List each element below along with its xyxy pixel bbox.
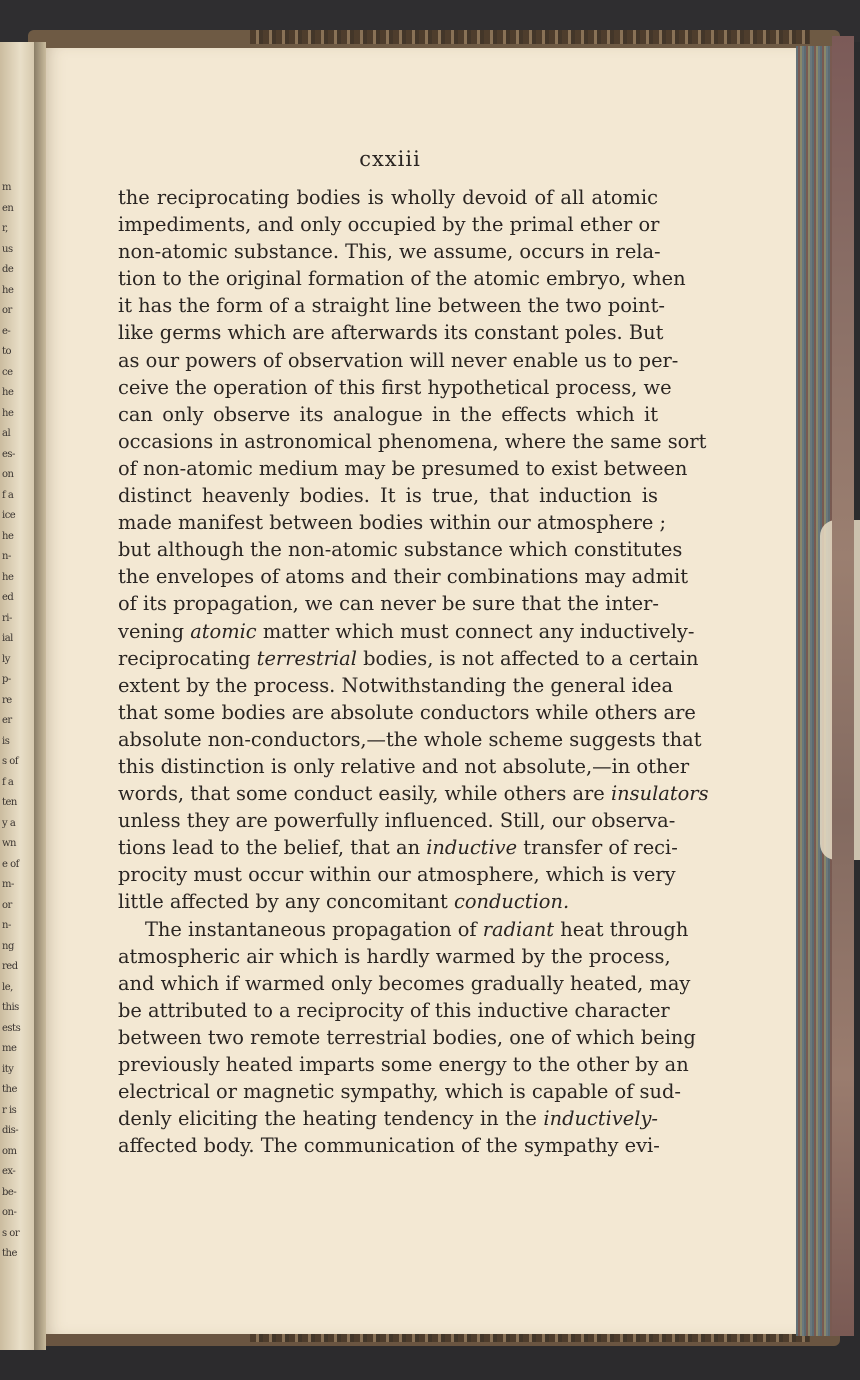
italic-text: conduction. <box>454 890 570 914</box>
left-page-fragment: he <box>2 407 14 419</box>
left-page-fragment: me <box>2 1043 17 1054</box>
text-line <box>118 1105 658 1132</box>
text-segment: made manifest between bodies within our atmosphere ; <box>118 511 667 535</box>
text-line <box>118 1051 689 1078</box>
italic-text: inductively- <box>543 1107 658 1131</box>
left-page-fragment: s or <box>2 1227 20 1239</box>
left-page-fragment: the <box>2 1248 17 1259</box>
left-page-fragment: re <box>2 694 12 706</box>
text-line <box>118 319 664 346</box>
text-segment: between two remote terrestrial bodies, one of which being <box>118 1025 696 1049</box>
text-segment: extent by the process. Notwithstanding the general idea <box>118 673 674 697</box>
left-page-fragment: r is <box>2 1104 17 1116</box>
text-segment: occasions in astronomical phenomena, where the same sort <box>118 429 707 453</box>
italic-text: inductive <box>426 836 518 860</box>
text-segment: electrical or magnetic sympathy, which is capable of sud- <box>118 1080 681 1104</box>
text-segment: affected body. The communication of the sympathy evi- <box>118 1134 660 1158</box>
text-segment: non-atomic substance. This, we assume, occurs in rela- <box>118 240 661 264</box>
text-line <box>118 482 658 509</box>
left-page-fragment: ice <box>2 510 16 521</box>
text-segment: The instantaneous propagation of <box>145 917 483 941</box>
left-page-fragment: ten <box>2 797 17 808</box>
text-line <box>118 184 658 211</box>
text-line <box>118 401 658 428</box>
text-line <box>118 834 678 861</box>
text-segment: bodies, is not affected to a certain <box>356 646 699 670</box>
left-page-fragment: f a <box>2 776 14 788</box>
text-line <box>118 699 696 726</box>
text-line <box>118 861 676 888</box>
left-page-fragment: s of <box>2 756 19 767</box>
text-line <box>118 672 674 699</box>
left-page-fragment: le, <box>2 981 13 993</box>
left-page-fragment: e- <box>2 325 11 337</box>
left-page-fragment: he <box>2 571 14 583</box>
text-segment: this distinction is only relative and not absolute,—in other <box>118 754 690 778</box>
text-segment: the reciprocating bodies is wholly devoid of all atomic <box>118 186 658 209</box>
left-page-fragment: he <box>2 284 14 296</box>
left-page-fragment: y a <box>2 817 16 829</box>
text-line <box>118 645 699 672</box>
left-page-fragment: this <box>2 1002 19 1013</box>
italic-text: atomic <box>190 619 257 643</box>
left-page-fragment: or <box>2 305 12 316</box>
left-page-fragment: be- <box>2 1186 17 1198</box>
text-line <box>118 943 671 970</box>
text-segment: previously heated imparts some energy to the other by an <box>118 1053 689 1076</box>
text-line <box>118 455 688 482</box>
text-segment: distinct heavenly bodies. It is true, that induction is <box>118 484 658 508</box>
text-segment: unless they are powerfully influenced. Still, our observa- <box>118 809 676 833</box>
text-segment: denly eliciting the heating tendency in the <box>118 1107 544 1131</box>
left-page-fragment: on <box>2 469 14 480</box>
left-page-edge <box>0 42 34 1350</box>
text-line <box>118 536 683 563</box>
text-line <box>118 292 665 319</box>
text-segment: be attributed to a reciprocity of this inductive character <box>118 998 670 1022</box>
italic-text: radiant <box>482 917 555 941</box>
text-line <box>118 590 658 617</box>
text-line <box>118 1024 696 1051</box>
left-page-fragment: m- <box>2 879 14 890</box>
text-segment: of non-atomic medium may be presumed to exist between <box>118 456 688 480</box>
page-number: cxxiii <box>359 147 421 171</box>
text-segment: but although the non-atomic substance which constitutes <box>118 538 683 562</box>
text-line <box>118 211 658 238</box>
left-page-fragment: the <box>2 1084 17 1095</box>
text-line <box>118 753 690 780</box>
text-line <box>118 1078 681 1105</box>
text-segment: of its propagation, we can never be sure that the inter- <box>118 592 659 616</box>
text-segment: vening <box>118 619 191 643</box>
left-page-fragment: on- <box>2 1207 17 1218</box>
text-segment: little affected by any concomitant <box>118 890 454 914</box>
left-page-fragment: dis- <box>2 1125 19 1136</box>
left-page-fragment: en <box>2 202 14 214</box>
text-segment: procity must occur within our atmosphere, which is very <box>118 863 676 887</box>
left-page-fragment: f a <box>2 489 14 501</box>
left-page-fragment: ly <box>2 653 10 665</box>
text-segment: as our powers of observation will never enable us to per- <box>118 348 679 372</box>
left-page-fragment: om <box>2 1145 17 1157</box>
left-page-fragment: e of <box>2 858 19 870</box>
left-page-fragment: or <box>2 899 12 911</box>
left-page-fragment: us <box>2 243 13 255</box>
text-segment: impediments, and only occupied by the primal ether or <box>118 213 660 237</box>
left-page-fragment: to <box>2 346 12 357</box>
text-line <box>118 347 679 374</box>
left-page-fragment: ri- <box>2 612 12 624</box>
text-segment: atmospheric air which is hardly warmed by the process, <box>118 944 671 968</box>
text-segment: absolute non-conductors,—the whole scheme suggests that <box>118 727 702 751</box>
left-page-fragment: n- <box>2 920 11 931</box>
left-page-fragment: er <box>2 715 12 726</box>
text-segment: tions lead to the belief, that an <box>118 836 427 860</box>
italic-text: insulators <box>610 782 709 806</box>
left-page-fragment: es- <box>2 448 15 460</box>
text-segment: ceive the operation of this first hypothetical process, we <box>118 375 672 399</box>
left-page-fragment: ity <box>2 1063 14 1075</box>
left-page-fragment: n- <box>2 551 11 562</box>
text-segment: can only observe its analogue in the effects which it <box>118 402 658 426</box>
text-line <box>118 563 689 590</box>
text-line <box>118 726 702 753</box>
cover-headband <box>250 30 810 44</box>
left-page-fragment: ests <box>2 1022 21 1034</box>
left-page-fragment: is <box>2 735 10 747</box>
text-line <box>118 997 670 1024</box>
text-segment: transfer of reci- <box>517 836 678 860</box>
left-page-fragment: ng <box>2 940 14 952</box>
left-page-fragment: he <box>2 387 14 398</box>
text-segment: words, that some conduct easily, while others are <box>118 782 611 806</box>
text-line <box>118 265 686 292</box>
text-segment: like germs which are afterwards its constant poles. But <box>118 321 664 345</box>
left-page-fragment: ial <box>2 633 13 644</box>
left-page-fragment: p- <box>2 674 11 685</box>
left-page-fragment: red <box>2 961 18 972</box>
page-gutter <box>34 42 46 1350</box>
text-segment: heat through <box>554 917 689 941</box>
left-page-fragment: ed <box>2 592 14 603</box>
text-line <box>118 428 707 455</box>
body-text <box>118 184 709 1159</box>
left-page-fragment: wn <box>2 838 16 849</box>
text-line <box>118 509 667 536</box>
text-segment: and which if warmed only becomes gradually heated, may <box>118 971 691 995</box>
text-line <box>118 807 676 834</box>
left-page-fragment: al <box>2 428 11 439</box>
left-page-fragment: ex- <box>2 1166 16 1177</box>
text-line <box>118 374 672 401</box>
italic-text: terrestrial <box>256 646 357 670</box>
text-line <box>118 916 689 943</box>
text-line <box>118 970 691 997</box>
text-segment: matter which must connect any inductively- <box>256 619 695 643</box>
text-line <box>118 888 658 915</box>
text-segment: it has the form of a straight line between the two point- <box>118 294 665 318</box>
text-line <box>118 1132 658 1159</box>
text-segment: tion to the original formation of the atomic embryo, when <box>118 267 686 291</box>
left-page-fragment: r, <box>2 223 8 234</box>
text-segment: the envelopes of atoms and their combinations may admit <box>118 565 689 589</box>
text-line <box>118 780 709 807</box>
left-page-fragment: he <box>2 530 14 542</box>
left-page-fragment: m <box>2 182 11 193</box>
marbled-cover-edge <box>832 36 854 1336</box>
left-page-fragment: de <box>2 264 14 275</box>
text-segment: that some bodies are absolute conductors while others are <box>118 700 696 724</box>
text-segment: reciprocating <box>118 646 257 670</box>
left-page-fragment: ce <box>2 366 13 378</box>
text-line <box>118 238 661 265</box>
text-line <box>118 618 695 645</box>
